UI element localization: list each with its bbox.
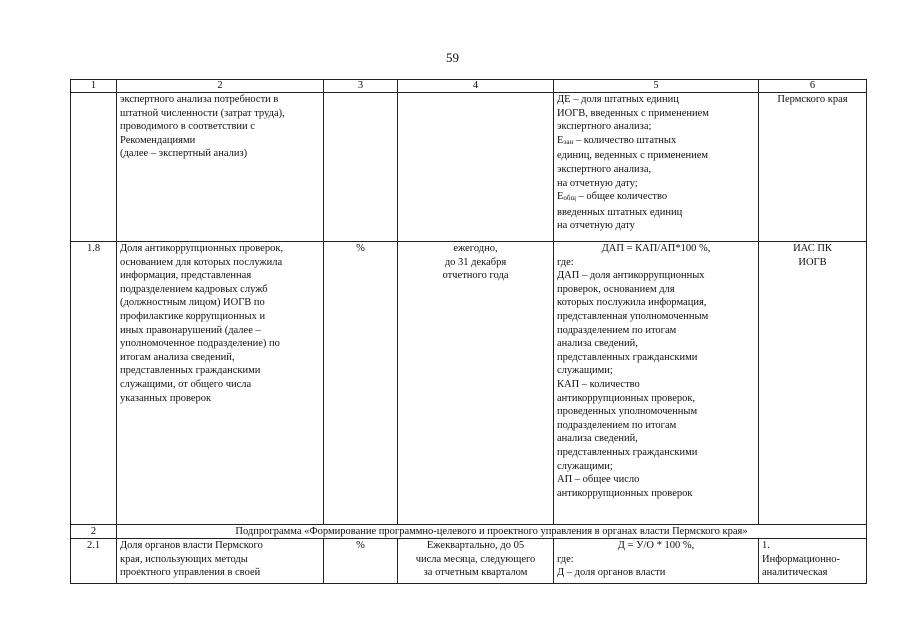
cell-source xyxy=(759,242,867,525)
text-line: ежегодно, xyxy=(453,243,498,254)
table-row-subprogram xyxy=(71,525,867,539)
text-line: проверок, основанием для xyxy=(557,283,675,295)
text-fragment: – общее количество xyxy=(575,191,668,203)
cell-method xyxy=(554,539,759,584)
text-line: иных правонарушений (далее – xyxy=(120,324,261,336)
cell-num: 2 xyxy=(71,525,117,539)
text-line: проектного управления в своей xyxy=(120,567,261,579)
table-row-2-1 xyxy=(71,539,867,584)
text-line: уполномоченное подразделение) по xyxy=(120,338,280,350)
text-line: единиц, веденных с применением xyxy=(557,150,709,162)
column-number-header-row xyxy=(71,80,867,93)
text-line: (далее – экспертный анализ) xyxy=(120,148,248,160)
text-line xyxy=(557,190,755,206)
text-line: экспертного анализа потребности в xyxy=(120,94,279,105)
formula: ДАП = КАП/АП*100 %, xyxy=(601,243,711,254)
column-header: 6 xyxy=(759,80,867,93)
cell-num xyxy=(71,93,117,242)
text-line: Ежеквартально, до 05 xyxy=(426,540,525,551)
text-line: представленных гражданскими xyxy=(557,351,698,363)
text-line: подразделением по итогам xyxy=(557,419,677,431)
text-line xyxy=(557,134,755,150)
column-header: 4 xyxy=(398,80,554,93)
text-line: Доля органов власти Пермского xyxy=(120,540,263,551)
var-subscript: эан xyxy=(563,137,574,146)
text-line: представленных гражданскими xyxy=(120,365,261,377)
text-line: Информационно- xyxy=(762,553,841,565)
text-line: отчетного года xyxy=(442,270,509,282)
column-header: 2 xyxy=(117,80,324,93)
text-line: информация, представленная xyxy=(120,270,252,282)
text-line: подразделением кадровых служб xyxy=(120,283,268,295)
cell-num: 1.8 xyxy=(71,242,117,525)
text-line: 1. xyxy=(762,540,770,551)
text-line: служащими; xyxy=(557,365,613,377)
cell-source xyxy=(759,539,867,584)
text-line: числа месяца, следующего xyxy=(415,553,536,565)
cell-indicator-name xyxy=(117,539,324,584)
cell-indicator-name xyxy=(117,242,324,525)
text-line: введенных штатных единиц xyxy=(557,206,683,218)
cell-period xyxy=(398,93,554,242)
text-line: представленная уполномоченным xyxy=(557,310,709,322)
subprogram-title: Подпрограмма «Формирование программно-целевого и проектного управления в органах власти Пермского края» xyxy=(117,525,867,539)
text-line: анализа сведений, xyxy=(557,433,638,445)
text-line: основанием для которых послужила xyxy=(120,256,283,268)
text-line: ДЕ – доля штатных единиц xyxy=(557,94,679,105)
page-number: 59 xyxy=(446,50,459,65)
text-line: экспертного анализа; xyxy=(557,121,652,133)
var-e: Е xyxy=(557,191,564,203)
cell-indicator-name xyxy=(117,93,324,242)
text-line: представленных гражданскими xyxy=(557,446,698,458)
text-line: антикоррупционных проверок xyxy=(557,487,693,499)
column-header: 1 xyxy=(71,80,117,93)
column-header: 5 xyxy=(554,80,759,93)
text-line: (должностным лицом) ИОГВ по xyxy=(120,297,265,309)
column-header: 3 xyxy=(324,80,398,93)
text-line: аналитическая xyxy=(762,567,828,579)
text-line: ИОГВ, введенных с применением xyxy=(557,107,709,119)
text-line: которых послужила информация, xyxy=(557,297,707,309)
text-line: проводимого в соответствии с xyxy=(120,121,255,133)
text-line: края, использующих методы xyxy=(120,553,248,565)
text-line: Рекомендациями xyxy=(120,134,196,146)
text-line: АП – общее число xyxy=(557,474,640,486)
text-fragment: – количество штатных xyxy=(573,134,677,146)
cell-unit xyxy=(324,93,398,242)
cell-method xyxy=(554,242,759,525)
text-line: где: xyxy=(557,553,574,565)
text-line: проведенных уполномоченным xyxy=(557,406,698,418)
text-line: на отчетную дату xyxy=(557,220,635,232)
var-e: Е xyxy=(557,134,564,146)
cell-period xyxy=(398,242,554,525)
table-row-1-8 xyxy=(71,242,867,525)
text-line: экспертного анализа, xyxy=(557,163,652,175)
indicators-table xyxy=(70,79,867,584)
text-line: антикоррупционных проверок, xyxy=(557,392,696,404)
cell-source: Пермского края xyxy=(759,93,867,242)
text-line: ИОГВ xyxy=(798,256,827,268)
cell-method xyxy=(554,93,759,242)
text-line: КАП – количество xyxy=(557,378,640,390)
text-line: штатной численности (затрат труда), xyxy=(120,107,285,119)
cell-num: 2.1 xyxy=(71,539,117,584)
text-line: анализа сведений, xyxy=(557,338,638,350)
text-line: итогам анализа сведений, xyxy=(120,351,235,363)
cell-unit: % xyxy=(324,539,398,584)
text-line: Д – доля органов власти xyxy=(557,567,666,579)
text-line: ИАС ПК xyxy=(793,243,832,254)
formula: Д = У/О * 100 %, xyxy=(617,540,695,551)
text-line: указанных проверок xyxy=(120,392,212,404)
text-line: за отчетным кварталом xyxy=(423,567,528,579)
text-line: ДАП – доля антикоррупционных xyxy=(557,270,705,282)
text-line: Доля антикоррупционных проверок, xyxy=(120,243,284,254)
text-line: служащими, от общего числа xyxy=(120,378,252,390)
text-line: до 31 декабря xyxy=(444,256,507,268)
text-line: служащими; xyxy=(557,460,613,472)
text-line: профилактике коррупционных и xyxy=(120,310,266,322)
var-subscript: общ xyxy=(563,194,576,203)
text-line: где: xyxy=(557,256,574,268)
table-row-continuation xyxy=(71,93,867,242)
cell-period xyxy=(398,539,554,584)
cell-unit: % xyxy=(324,242,398,525)
text-line: на отчетную дату; xyxy=(557,177,638,189)
text-line: подразделением по итогам xyxy=(557,324,677,336)
